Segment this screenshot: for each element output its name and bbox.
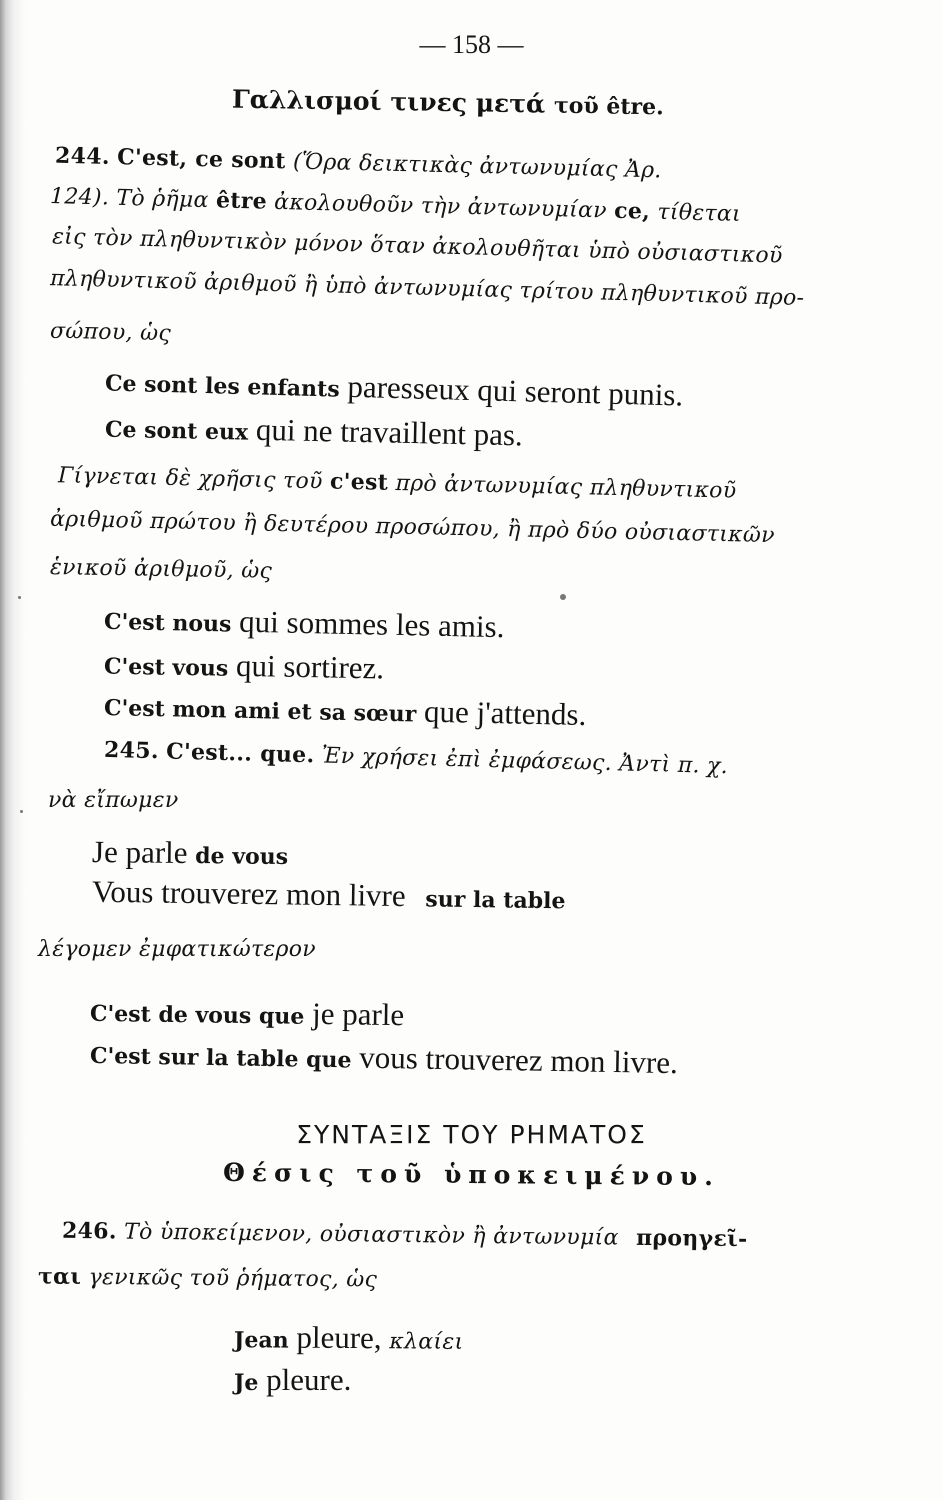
example-cest-nous — [104, 601, 505, 645]
example-ce-sont-enfants — [105, 362, 684, 413]
example-cest-vous — [104, 646, 385, 687]
section-246-line-1 — [62, 1218, 748, 1252]
section-245-heading: C'est... que. — [165, 738, 315, 769]
section-245-number: 245. — [103, 736, 160, 765]
section-246-text-a: Τὸ ὑποκείμενον, οὐσιαστικὸν ἢ ἀντωνυμία — [123, 1219, 619, 1251]
para-2-bold-cest: c'est — [329, 468, 389, 496]
example-je-pleure — [234, 1362, 351, 1398]
example-text: que j'attends. — [423, 693, 587, 733]
section-244-line-1 — [55, 143, 662, 184]
example-bold: C'est de vous que — [89, 1000, 305, 1030]
line-2-text-c: τίθεται — [657, 199, 742, 228]
example-text: pleure. — [266, 1362, 352, 1397]
example-text: qui ne travaillent pas. — [255, 411, 524, 453]
page-spine-shadow — [0, 0, 26, 1500]
section-244-heading: C'est, ce sont — [116, 144, 287, 175]
para-2-text-b: πρὸ ἀντωνυμίας πληθυντικοῦ — [395, 470, 737, 504]
example-text: pleure, — [296, 1319, 382, 1356]
example-cest-sur-la-table — [90, 1035, 678, 1081]
example-bold: C'est nous — [103, 608, 232, 638]
section-245-line-1-text: Ἐν χρήσει ἐπὶ ἐμφάσεως. Ἀντὶ π. χ. — [321, 743, 729, 780]
section-244-number: 244. — [54, 142, 111, 170]
example-text: Je parle — [91, 833, 188, 870]
example-cest-de-vous — [90, 993, 405, 1033]
example-jean-pleure — [234, 1319, 464, 1357]
syntax-subheading: Θέσις τοῦ ὑποκειμένου. — [222, 1157, 721, 1192]
page-title — [232, 85, 664, 121]
section-244-para-2-line-2: ἀριθμοῦ πρώτου ἢ δευτέρου προσώπου, ἢ πρὸ δύο οὐσιαστικῶν — [49, 506, 776, 549]
section-246-text-b: γενικῶς τοῦ ῥήματος, ὡς — [88, 1264, 378, 1293]
ink-speck — [20, 810, 23, 813]
example-bold: de vous — [195, 843, 289, 871]
example-je-parle — [92, 834, 289, 872]
line-2-text-a: 124). Τὸ ῥῆμα — [49, 183, 210, 214]
page-number: — 158 — — [419, 30, 524, 59]
section-244-para-2-line-1 — [58, 462, 737, 503]
example-text: je parle — [311, 995, 405, 1033]
example-bold: C'est vous — [103, 653, 229, 682]
example-text: qui sommes les amis. — [238, 603, 505, 645]
section-245-line-2: νὰ εἴπωμεν — [48, 788, 179, 813]
line-2-text-b: ἀκολουθοῦν τὴν ἀντωνυμίαν — [273, 189, 608, 224]
section-244-para-2-line-3: ἑνικοῦ ἀριθμοῦ, ὡς — [49, 555, 273, 584]
example-bold: Ce sont eux — [104, 416, 249, 446]
syntax-heading: ΣΥΝΤΑΞΙΣ ΤΟΥ ΡΗΜΑΤΟΣ — [296, 1120, 647, 1149]
example-bold: C'est sur la table que — [89, 1042, 352, 1074]
example-bold: C'est mon ami et sa sœur — [103, 694, 417, 728]
example-bold: sur la table — [425, 886, 566, 915]
example-vous-trouverez — [92, 874, 566, 917]
ink-speck — [560, 594, 566, 600]
para-2-text-a: Γίγνεται δὲ χρῆσις τοῦ — [57, 463, 323, 495]
example-greek: κλαίει — [389, 1329, 464, 1355]
section-245-mid-line: λέγομεν ἐμφατικώτερον — [38, 937, 316, 962]
example-text: paresseux qui seront punis. — [347, 368, 684, 413]
line-2-bold-ce: ce, — [613, 197, 651, 225]
example-bold: Ce sont les enfants — [104, 370, 340, 403]
section-246-bold-word-end: ται — [37, 1263, 82, 1290]
example-bold: Je — [234, 1370, 259, 1396]
section-245-line-1 — [104, 737, 729, 779]
title-greek: Γαλλισμοί τινες μετά — [231, 84, 546, 119]
title-word: τοῦ être. — [553, 92, 664, 121]
section-244-line-5: σώπου, ὡς — [49, 318, 172, 347]
section-244-line-2 — [50, 183, 742, 227]
example-text: Vous trouverez mon livre — [91, 873, 406, 914]
example-cest-mon-ami — [104, 687, 587, 733]
section-246-bold-word: προηγεῖ- — [635, 1224, 748, 1253]
section-244-line-3: εἰς τὸν πληθυντικὸν μόνον ὅταν ἀκολουθῆται ὑπὸ οὐσιαστικοῦ — [51, 224, 783, 269]
ink-speck — [18, 596, 21, 599]
example-text: qui sortirez. — [235, 647, 385, 686]
example-ce-sont-eux — [105, 409, 523, 454]
line-2-bold-etre: être — [215, 187, 268, 215]
section-246-number: 246. — [61, 1217, 117, 1245]
section-246-line-2 — [38, 1264, 377, 1293]
section-244-line-4: πληθυντικοῦ ἀριθμοῦ ἢ ὑπὸ ἀντωνυμίας τρίτου πληθυντικοῦ προ- — [49, 266, 805, 311]
example-bold: Jean — [233, 1327, 289, 1354]
section-244-line-1-text: (Ὅρα δεικτικὰς ἀντωνυμίας Ἀρ. — [292, 149, 662, 184]
example-text: vous trouverez mon livre. — [359, 1039, 679, 1081]
